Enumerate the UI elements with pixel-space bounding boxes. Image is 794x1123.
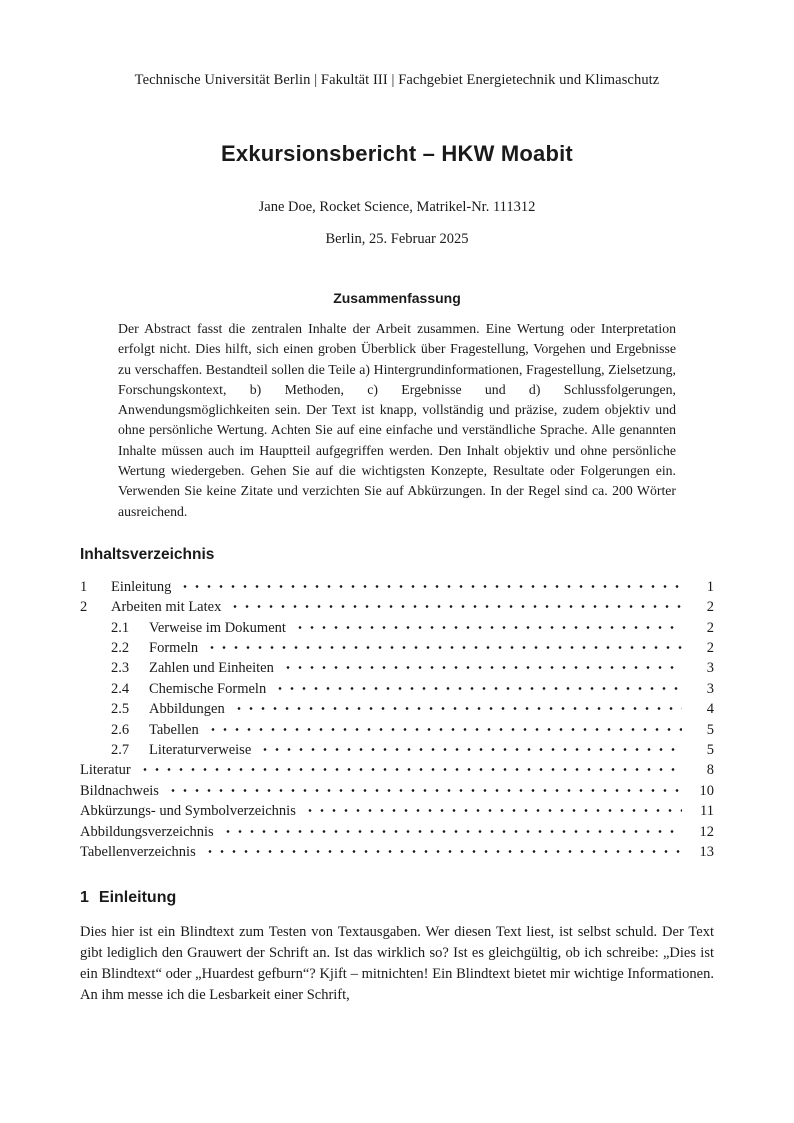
- dot-leader: [207, 720, 682, 734]
- toc-entry-number: 2.2: [111, 640, 130, 657]
- toc-entry-zahlen-und-einheiten: [80, 658, 714, 678]
- toc-entry-page: 10: [699, 782, 714, 799]
- toc-entry-page: 2: [706, 619, 714, 636]
- toc-entry-literaturverweise: [80, 740, 714, 760]
- toc-entry-page: 2: [706, 599, 714, 616]
- dot-leader: [259, 740, 682, 754]
- toc-entry-label: Literatur: [80, 762, 131, 779]
- toc-entry-verweise-im-dokument: [80, 618, 714, 638]
- toc-entry-label: Chemische Formeln: [149, 680, 267, 697]
- dot-leader: [139, 760, 682, 774]
- toc-entry-number: 2.6: [111, 721, 130, 738]
- abstract-heading: Zusammenfassung: [333, 290, 461, 306]
- institution-header: Technische Universität Berlin | Fakultät III | Fachgebiet Energietechnik und Klimaschutz: [134, 72, 660, 88]
- toc-entry-label: Tabellenverzeichnis: [80, 844, 196, 861]
- toc-entry-page: 3: [706, 680, 714, 697]
- abstract-text: Der Abstract fasst die zentralen Inhalte der Arbeit zusammen. Eine Wertung oder Interpretation erfolgt nicht. Dies hilft, sich einen groben Überblick über Fragestellung, Vorgehen und Ergebnisse zu verschaffen. Bestandteil sollen die Teile a) Hintergrundinformationen, Fragestellung, Zielsetzung, Forschungskontext, b) Methoden, c) Ergebnisse und d) Schlussfolgerungen, Anwendungsmöglichkeiten sein. Der Text ist knapp, vollständig und präzise, zudem objektiv und ohne persönliche Wertung. Achten Sie auf eine einfache und verständliche Sprache. Alle genannten Inhalte müssen auch im Hauptteil aufgegriffen werden. Den Inhalt objektiv und ohne persönliche Wertung wiedergeben. Gehen Sie auf die wichtigsten Konzepte, Resultate oder Folgerungen ein. Verwenden Sie keine Zitate und verzichten Sie auf Abkürzungen. In der Regel sind ca. 200 Wörter ausreichend.: [118, 321, 676, 519]
- toc-entry-label: Formeln: [149, 640, 199, 657]
- toc-entry-label: Einleitung: [111, 578, 172, 595]
- toc-entry-page: 8: [706, 762, 714, 779]
- toc-entry-number: 2: [80, 599, 88, 616]
- table-of-contents: [80, 577, 714, 863]
- dot-leader: [282, 658, 682, 672]
- author-line: Jane Doe, Rocket Science, Matrikel-Nr. 111312: [258, 199, 536, 215]
- toc-entry-arbeiten-mit-latex: [80, 597, 714, 617]
- toc-entry-page: 4: [706, 701, 714, 718]
- toc-entry-number: 2.4: [111, 680, 130, 697]
- dot-leader: [204, 842, 682, 856]
- toc-entry-abbildungsverzeichnis: [80, 822, 714, 842]
- dot-leader: [206, 638, 682, 652]
- toc-entry-chemische-formeln: [80, 679, 714, 699]
- document-title: Exkursionsbericht – HKW Moabit: [221, 141, 573, 166]
- section-heading-einleitung: [80, 889, 714, 907]
- toc-entry-page: 11: [700, 803, 714, 820]
- toc-entry-literatur: [80, 760, 714, 780]
- abstract-section: [80, 290, 714, 522]
- toc-entry-formeln: [80, 638, 714, 658]
- section-number: 1: [80, 888, 89, 906]
- toc-entry-number: 2.3: [111, 660, 130, 677]
- dot-leader: [229, 597, 682, 611]
- toc-entry-label: Arbeiten mit Latex: [111, 599, 222, 616]
- toc-entry-label: Tabellen: [149, 721, 199, 738]
- toc-entry-label: Bildnachweis: [80, 782, 159, 799]
- dot-leader: [167, 781, 682, 795]
- section-title: Einleitung: [98, 888, 177, 906]
- toc-entry-label: Zahlen und Einheiten: [149, 660, 274, 677]
- toc-entry-number: 2.1: [111, 619, 130, 636]
- toc-entry-page: 13: [699, 844, 714, 861]
- toc-entry-abkuerzungsverzeichnis: [80, 801, 714, 821]
- toc-entry-abbildungen: [80, 699, 714, 719]
- toc-entry-label: Abkürzungs- und Symbolverzeichnis: [80, 803, 296, 820]
- toc-entry-number: 2.5: [111, 701, 130, 718]
- toc-entry-page: 5: [706, 742, 714, 759]
- toc-entry-label: Abbildungsverzeichnis: [80, 823, 214, 840]
- toc-entry-tabellen: [80, 720, 714, 740]
- toc-entry-number: 2.7: [111, 742, 130, 759]
- dot-leader: [222, 822, 682, 836]
- toc-heading: Inhaltsverzeichnis: [80, 545, 215, 563]
- toc-entry-bildnachweis: [80, 781, 714, 801]
- dot-leader: [294, 618, 682, 632]
- toc-entry-page: 3: [706, 660, 714, 677]
- toc-entry-label: Literaturverweise: [149, 742, 252, 759]
- toc-entry-label: Verweise im Dokument: [149, 619, 286, 636]
- toc-entry-page: 2: [706, 640, 714, 657]
- toc-entry-page: 5: [706, 721, 714, 738]
- date-line: Berlin, 25. Februar 2025: [325, 231, 469, 247]
- toc-entry-label: Abbildungen: [149, 701, 225, 718]
- toc-entry-tabellenverzeichnis: [80, 842, 714, 862]
- toc-entry-einleitung: [80, 577, 714, 597]
- dot-leader: [233, 699, 682, 713]
- section-body-paragraph: Dies hier ist ein Blindtext zum Testen von Textausgaben. Wer diesen Text liest, ist selbst schuld. Der Text gibt lediglich den Grauwert der Schrift an. Ist das wirklich so? Ist es gleichgültig, ob ich schreibe: „Dies ist ein Blindtext“ oder „Huardest gefburn“? Kjift – mitnichten! Ein Blindtext bietet mir wichtige Informationen. An ihm messe ich die Lesbarkeit einer Schrift,: [80, 923, 714, 1003]
- toc-entry-number: 1: [80, 578, 88, 595]
- toc-entry-page: 1: [706, 578, 714, 595]
- dot-leader: [274, 679, 682, 693]
- dot-leader: [304, 801, 682, 815]
- dot-leader: [179, 577, 682, 591]
- toc-entry-page: 12: [699, 823, 714, 840]
